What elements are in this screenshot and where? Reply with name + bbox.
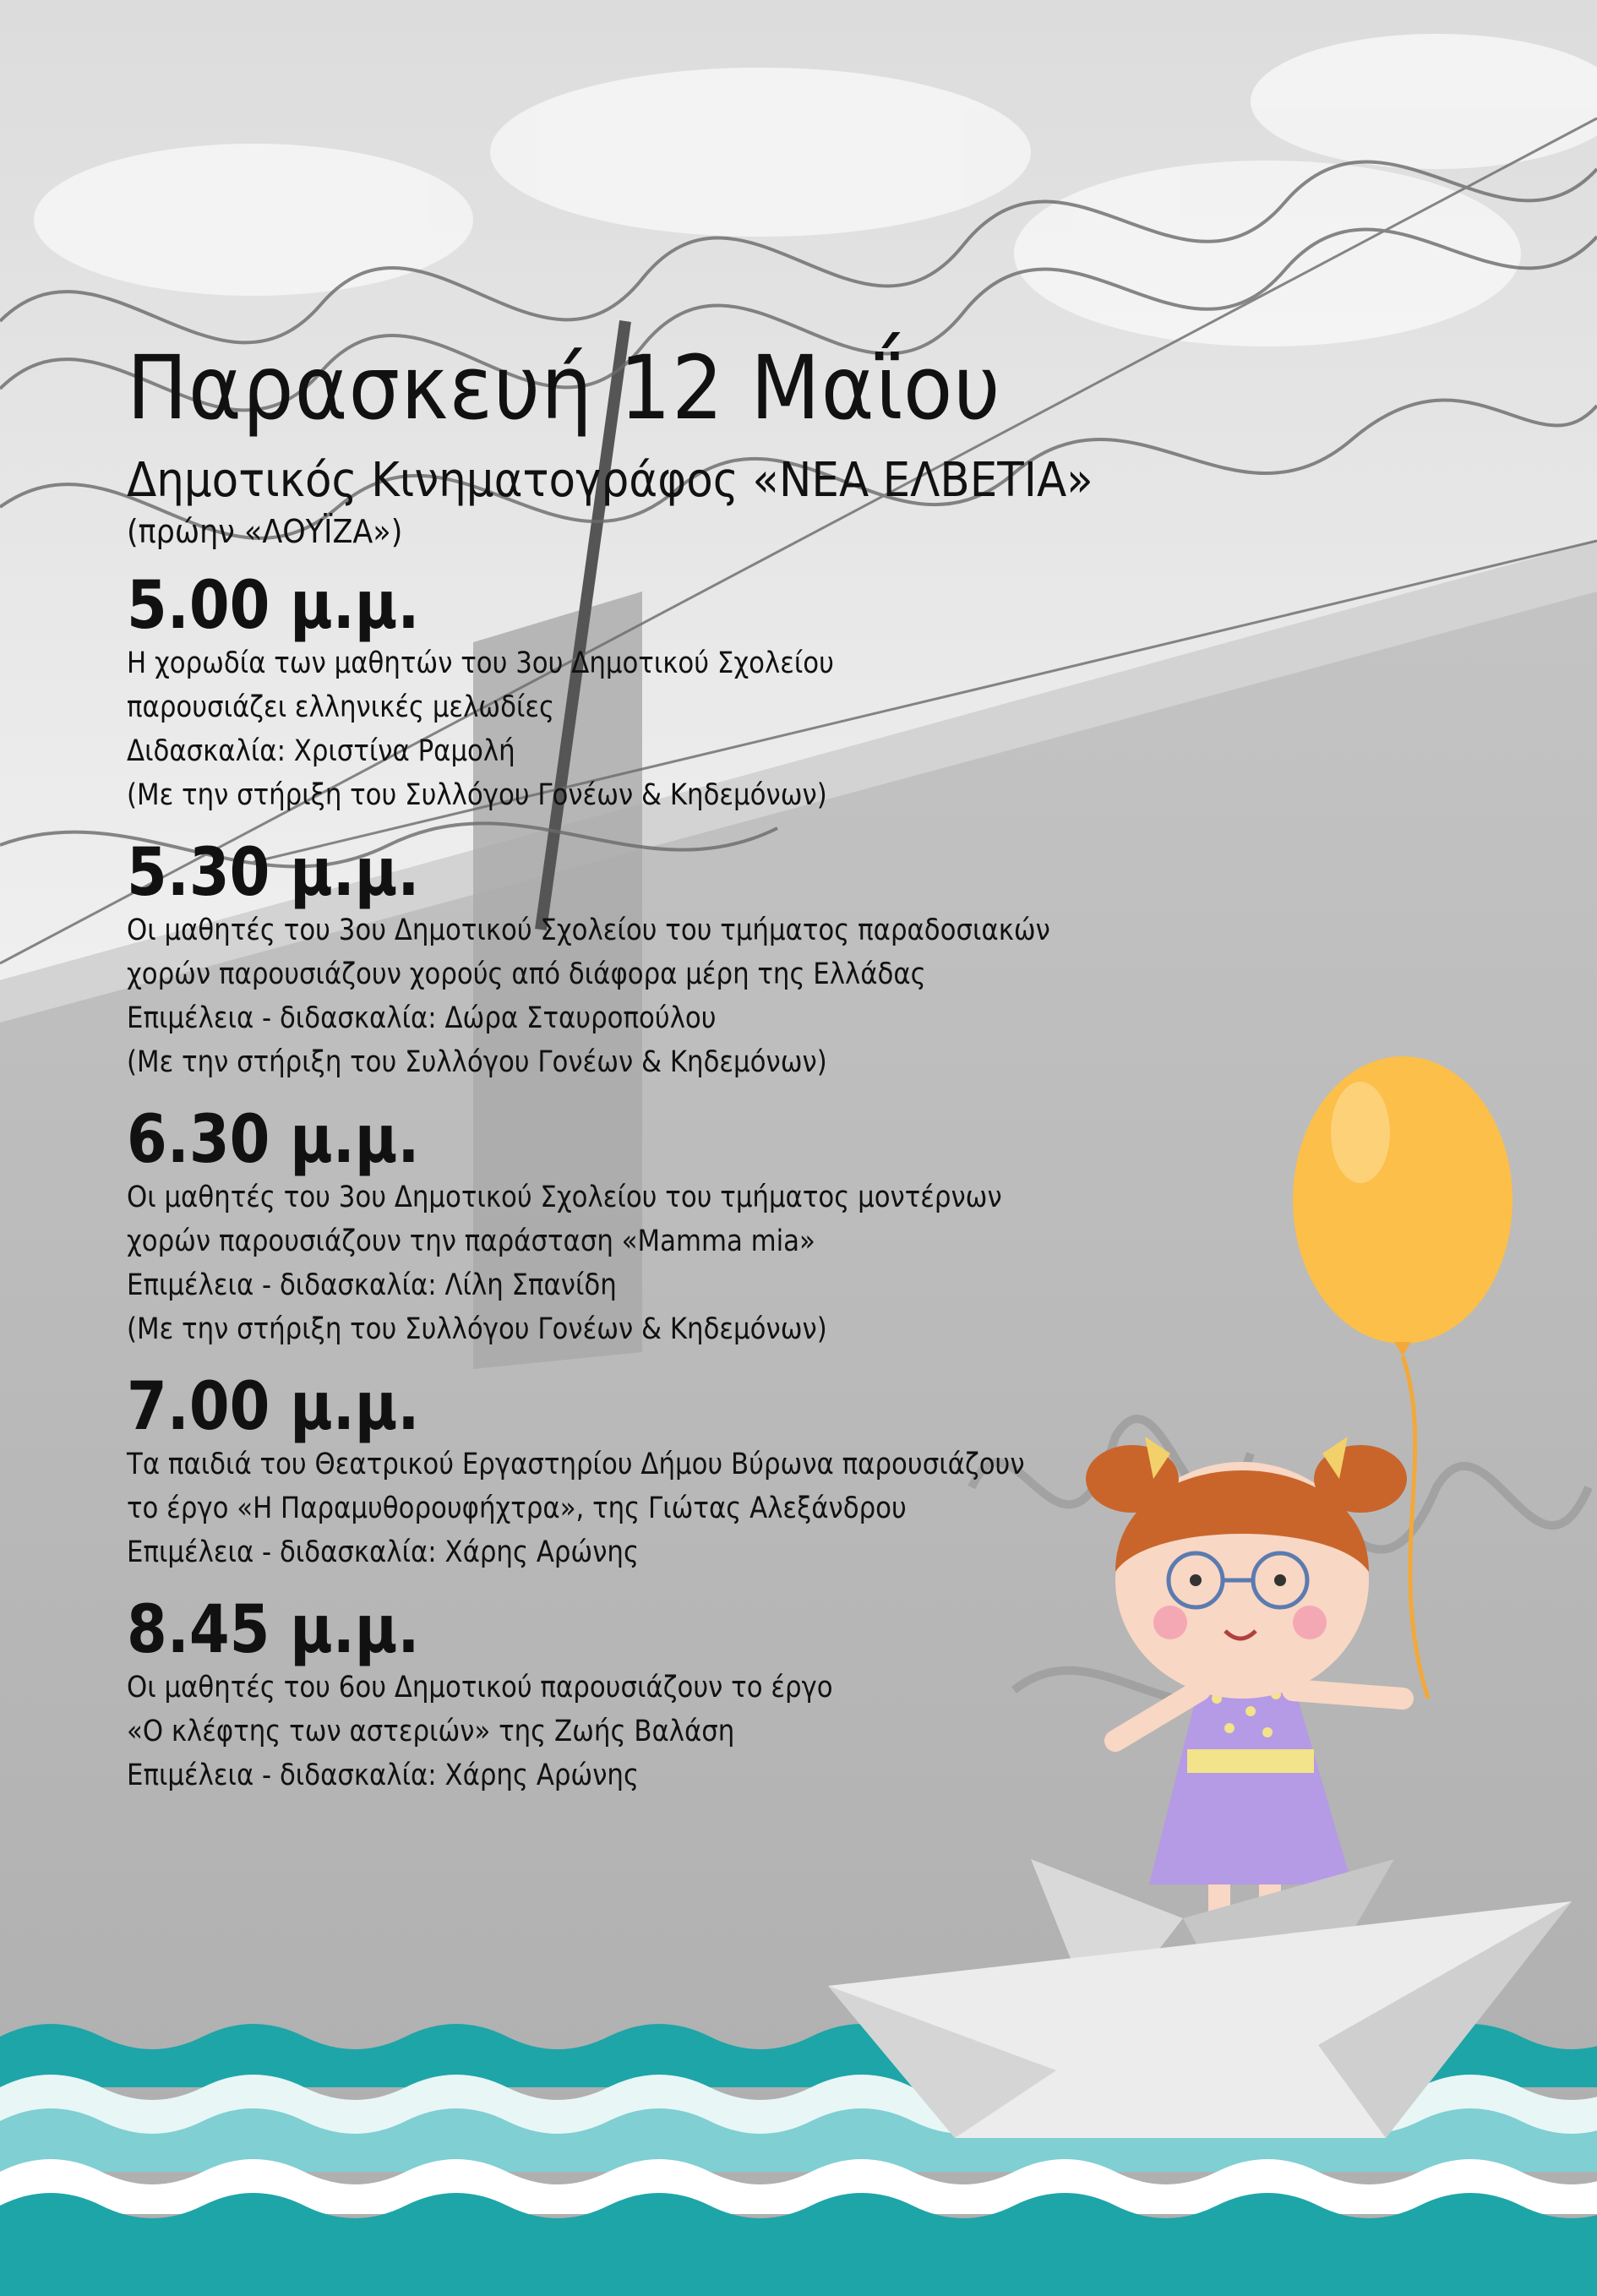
venue-name: Δημοτικός Κινηματογράφος «ΝΕΑ ΕΛΒΕΤΙΑ» [127, 452, 1093, 508]
event-item [127, 568, 1183, 817]
event-line: (Με την στήριξη του Συλλόγου Γονέων & Κηδεμόνων) [127, 1312, 827, 1346]
venue-note: (πρώην «ΛΟΥΪΖΑ») [127, 513, 403, 551]
event-item [127, 835, 1183, 1084]
event-line: Η χορωδία των μαθητών του 3ου Δημοτικού Σχολείου [127, 646, 834, 681]
event-line: Οι μαθητές του 6ου Δημοτικού παρουσιάζουν το έργο [127, 1670, 833, 1704]
program-content [127, 338, 1183, 1797]
event-time: 5.30 μ.μ. [127, 835, 420, 912]
event-line: (Με την στήριξη του Συλλόγου Γονέων & Κηδεμόνων) [127, 778, 827, 813]
page-title: Παρασκευή 12 Μαΐου [127, 336, 1001, 439]
event-line: Τα παιδιά του Θεατρικού Εργαστηρίου Δήμου Βύρωνα παρουσιάζουν [127, 1447, 1025, 1481]
event-line: παρουσιάζει ελληνικές μελωδίες [127, 690, 555, 725]
event-item [127, 1101, 1183, 1351]
event-time: 7.00 μ.μ. [127, 1368, 420, 1445]
event-line: Επιμέλεια - διδασκαλία: Χάρης Αρώνης [127, 1758, 640, 1792]
event-line: Επιμέλεια - διδασκαλία: Δώρα Σταυροπούλου [127, 1001, 717, 1035]
event-line: Διδασκαλία: Χριστίνα Ραμολή [127, 734, 515, 769]
event-line: χορών παρουσιάζουν την παράσταση «Mamma mia» [127, 1224, 815, 1258]
event-line: (Με την στήριξη του Συλλόγου Γονέων & Κηδεμόνων) [127, 1044, 827, 1079]
event-line: «Ο κλέφτης των αστεριών» της Ζωής Βαλάση [127, 1714, 735, 1748]
event-line: Επιμέλεια - διδασκαλία: Χάρης Αρώνης [127, 1535, 640, 1569]
event-time: 8.45 μ.μ. [127, 1591, 420, 1668]
event-item [127, 1368, 1183, 1574]
event-line: Οι μαθητές του 3ου Δημοτικού Σχολείου του τμήματος μοντέρνων [127, 1180, 1002, 1214]
event-line: το έργο «Η Παραμυθορουφήχτρα», της Γιώτας Αλεξάνδρου [127, 1491, 907, 1525]
event-line: Επιμέλεια - διδασκαλία: Λίλη Σπανίδη [127, 1268, 617, 1302]
event-line: Οι μαθητές του 3ου Δημοτικού Σχολείου του τμήματος παραδοσιακών [127, 913, 1050, 947]
event-line: χορών παρουσιάζουν χορούς από διάφορα μέρη της Ελλάδας [127, 957, 926, 991]
event-time: 5.00 μ.μ. [127, 568, 420, 645]
event-item [127, 1591, 1183, 1797]
event-time: 6.30 μ.μ. [127, 1101, 420, 1178]
